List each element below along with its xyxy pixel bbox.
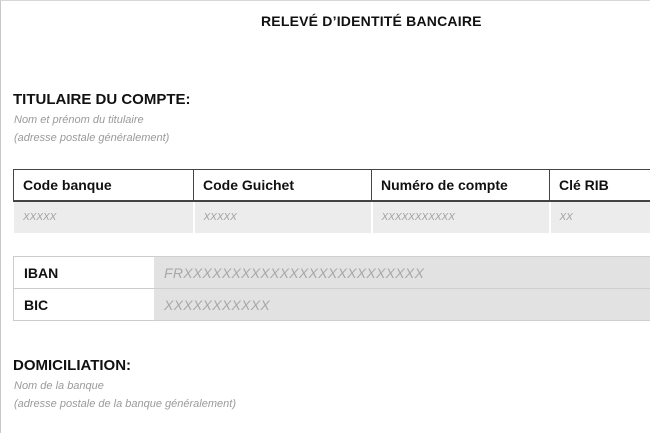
branch-code-field[interactable]: XXXXX: [194, 201, 372, 234]
iban-label: IBAN: [14, 257, 155, 289]
account-number-header: Numéro de compte: [372, 170, 550, 202]
bank-code-header: Code banque: [14, 170, 194, 202]
account-holder-address-hint: (adresse postale généralement): [14, 132, 170, 144]
account-table-row: [14, 201, 650, 234]
document-title: RELEVÉ D’IDENTITÉ BANCAIRE: [261, 13, 482, 29]
bic-field[interactable]: XXXXXXXXXXX: [154, 289, 650, 321]
branch-code-header: Code Guichet: [194, 170, 372, 202]
account-holder-heading: TITULAIRE DU COMPTE:: [13, 91, 191, 108]
account-table-header-row: [14, 170, 650, 202]
account-details-table: [13, 169, 650, 234]
bank-code-field[interactable]: XXXXX: [14, 201, 194, 234]
account-holder-name-hint: Nom et prénom du titulaire: [14, 114, 144, 126]
account-number-field[interactable]: XXXXXXXXXXX: [372, 201, 550, 234]
bic-label: BIC: [14, 289, 155, 321]
rib-key-header: Clé RIB: [550, 170, 650, 202]
iban-row: [14, 257, 650, 289]
bank-address-hint: (adresse postale de la banque généralement): [14, 398, 236, 410]
iban-bic-table: [13, 256, 650, 321]
bic-row: [14, 289, 650, 321]
rib-key-field[interactable]: XX: [550, 201, 650, 234]
iban-field[interactable]: FRXXXXXXXXXXXXXXXXXXXXXXXXX: [154, 257, 650, 289]
domiciliation-heading: DOMICILIATION:: [13, 357, 132, 374]
bank-name-hint: Nom de la banque: [14, 380, 104, 392]
